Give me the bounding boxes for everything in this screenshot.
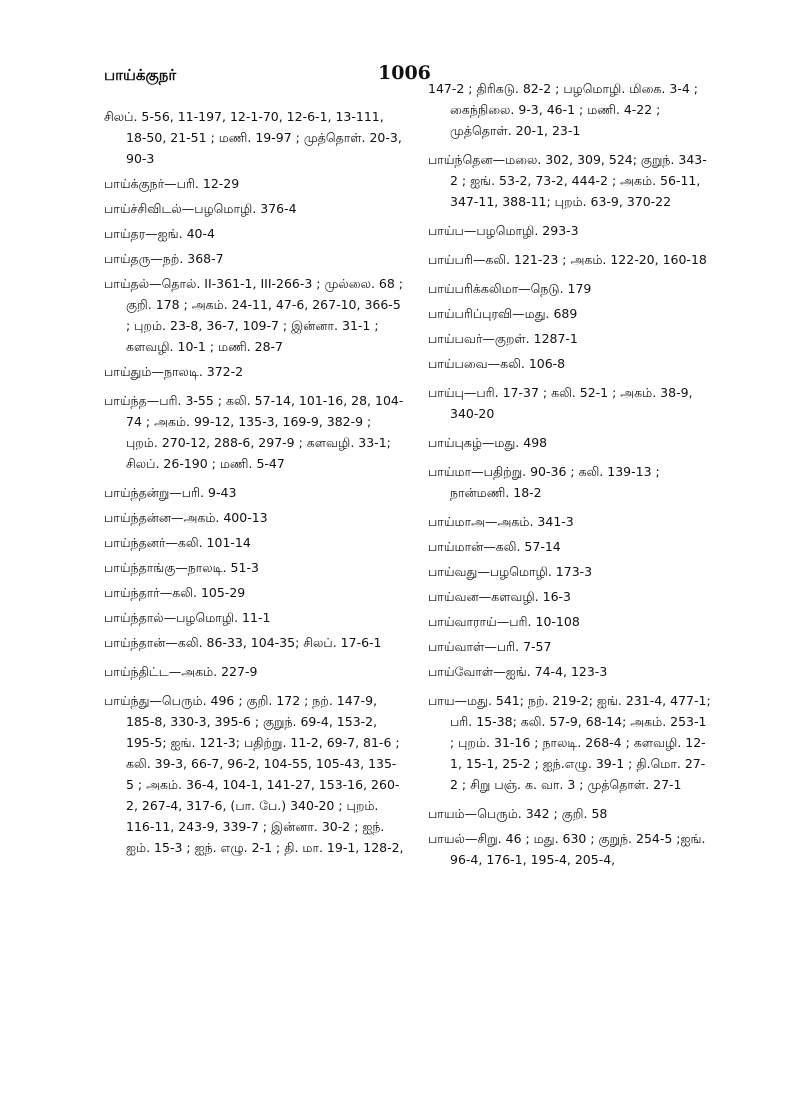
index-entry: பாய்மா—பதிற்று. 90-36 ; கலி. 139-13 ; நான்மணி. 18-2 <box>428 464 660 500</box>
index-entry: பாய்ப—பழமொழி. 293-3 <box>428 223 579 238</box>
index-entry: பாய்பு—பரி. 17-37 ; கலி. 52-1 ; அகம். 38-9, 340-20 <box>428 385 693 421</box>
index-entry: பாய்பவர்—குறள். 1287-1 <box>428 331 578 346</box>
index-entry: பாய்வாராய்—பரி. 10-108 <box>428 614 580 629</box>
index-entry: பாய்க்குநர்—பரி. 12-29 <box>104 176 240 191</box>
right-column <box>428 78 713 874</box>
index-entry: பாய்தும்—நாலடி. 372-2 <box>104 364 244 379</box>
index-entry: பாய்மாஅ—அகம். 341-3 <box>428 514 574 529</box>
index-entry: பாயல்—சிறு. 46 ; மது. 630 ; குறுந். 254-5 ;ஐங். 96-4, 176-1, 195-4, 205-4, <box>428 831 706 867</box>
index-entry: பாய்தர—ஐங். 40-4 <box>104 226 215 241</box>
index-entry: பாய்ந்தன்ன—அகம். 400-13 <box>104 510 268 525</box>
index-entry: பாய்வன—களவழி. 16-3 <box>428 589 571 604</box>
index-entry: பாய்ந்தாங்கு—நாலடி. 51-3 <box>104 560 259 575</box>
index-entry: 147-2 ; திரிகடு. 82-2 ; பழமொழி. மிகை. 3-4 ; கைந்நிலை. 9-3, 46-1 ; மணி. 4-22 ; முத்தொள். 20-1, 23-1 <box>428 81 698 138</box>
left-column <box>104 106 404 862</box>
index-entry: பாய்ந்த—பரி. 3-55 ; கலி. 57-14, 101-16, 28, 104-74 ; அகம். 99-12, 135-3, 169-9, 382-9 ; புறம். 270-12, 288-6, 297-9 ; களவழி. 33-1; சிலப். 26-190 ; மணி. 5-47 <box>104 393 404 471</box>
index-entry: பாய்தரு—நற். 368-7 <box>104 251 224 266</box>
index-entry: பாய்பரி—கலி. 121-23 ; அகம். 122-20, 160-18 <box>428 252 707 267</box>
index-entry: பாய—மது. 541; நற். 219-2; ஐங். 231-4, 477-1; பரி. 15-38; கலி. 57-9, 68-14; அகம். 253-1 ; புறம். 31-16 ; நாலடி. 268-4 ; களவழி. 12-1, 15-1, 25-2 ; ஐந்.எழு. 39-1 ; தி.மொ. 27-2 ; சிறு பஞ். க. வா. 3 ; முத்தொள். 27-1 <box>428 693 711 792</box>
index-entry: பாய்வோள்—ஐங். 74-4, 123-3 <box>428 664 608 679</box>
index-entry: பாய்மான்—கலி. 57-14 <box>428 539 561 554</box>
index-entry: பாய்ந்திட்ட—அகம். 227-9 <box>104 664 258 679</box>
index-entry: பாய்ந்தால்—பழமொழி. 11-1 <box>104 610 271 625</box>
index-entry: பாய்ந்து—பெரும். 496 ; குறி. 172 ; நற். 147-9, 185-8, 330-3, 395-6 ; குறுந். 69-4, 153-2, 195-5; ஐங். 121-3; பதிற்று. 11-2, 69-7, 81-6 ; கலி. 39-3, 66-7, 96-2, 104-55, 105-43, 135-5 ; அகம். 36-4, 104-1, 141-27, 153-16, 260-2, 267-4, 317-6, (பா. பே.) 340-20 ; புறம். 116-11, 243-9, 339-7 ; இன்னா. 30-2 ; ஐந். ஐம். 15-3 ; ஐந். எழு. 2-1 ; தி. மா. 19-1, 128-2, <box>104 693 404 855</box>
index-entry: பாய்ந்தார்—கலி. 105-29 <box>104 585 246 600</box>
index-entry: பாய்ச்சிவிடல்—பழமொழி. 376-4 <box>104 201 297 216</box>
index-entry: பாய்வது—பழமொழி. 173-3 <box>428 564 593 579</box>
index-entry: பாய்பவை—கலி. 106-8 <box>428 356 566 371</box>
index-entry: பாய்பரிப்புரவி—மது. 689 <box>428 306 578 321</box>
index-entry: பாய்ந்தான்—கலி. 86-33, 104-35; சிலப். 17-6-1 <box>104 635 382 650</box>
index-entry: பாய்ந்தனர்—கலி. 101-14 <box>104 535 251 550</box>
index-entry: பாய்தல்—தொல். II-361-1, III-266-3 ; முல்லை. 68 ; குறி. 178 ; அகம். 24-11, 47-6, 267-10, 366-5 ; புறம். 23-8, 36-7, 109-7 ; இன்னா. 31-1 ; களவழி. 10-1 ; மணி. 28-7 <box>104 276 403 354</box>
index-entry: பாய்பரிக்கலிமா—நெடு. 179 <box>428 281 592 296</box>
running-head: பாய்க்குநர் <box>104 66 177 84</box>
index-entry: பாய்ந்தென—மலை. 302, 309, 524; குறுந். 343-2 ; ஐங். 53-2, 73-2, 444-2 ; அகம். 56-11, 347-11, 388-11; புறம். 63-9, 370-22 <box>428 152 707 209</box>
index-entry: சிலப். 5-56, 11-197, 12-1-70, 12-6-1, 13-111, 18-50, 21-51 ; மணி. 19-97 ; முத்தொள். 20-3, 90-3 <box>104 109 402 166</box>
index-entry: பாயம்—பெரும். 342 ; குறி. 58 <box>428 806 608 821</box>
index-entry: பாய்வாள்—பரி. 7-57 <box>428 639 552 654</box>
index-entry: பாய்ந்தன்று—பரி. 9-43 <box>104 485 237 500</box>
page-number: 1006 <box>378 62 431 84</box>
index-entry: பாய்புகழ்—மது. 498 <box>428 435 548 450</box>
